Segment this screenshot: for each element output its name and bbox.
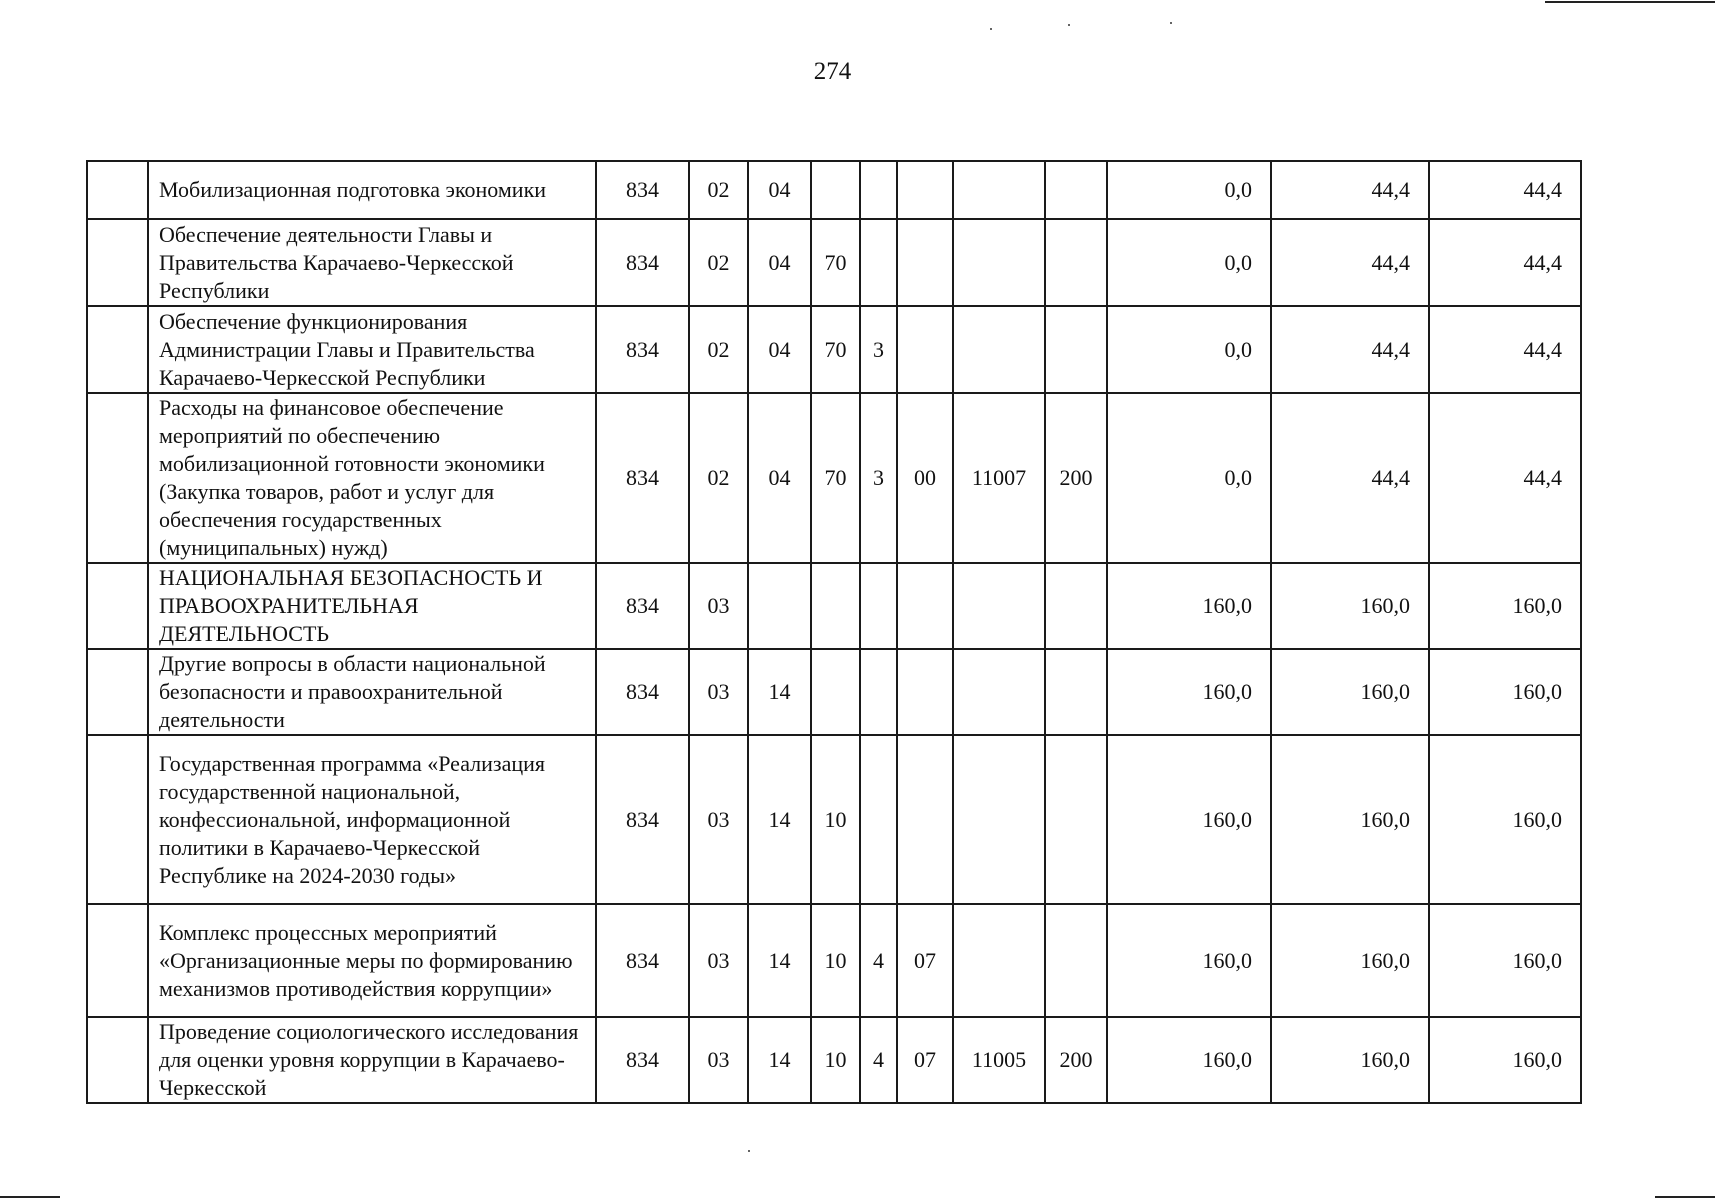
table-body [87,161,1581,1103]
amount-year-1-cell: 0,0 [1107,393,1271,563]
item-name-cell: Комплекс процессных мероприятий «Организационные меры по формированию механизмов противодействия коррупции» [148,904,596,1017]
table-row [87,735,1581,904]
row-marker-cell [87,649,148,735]
amount-year-3-cell: 160,0 [1429,735,1581,904]
section-code-cell: 03 [689,904,748,1017]
amount-year-1-cell: 0,0 [1107,161,1271,219]
target-article-program-cell: 10 [811,1017,860,1103]
amount-year-3-cell: 160,0 [1429,904,1581,1017]
target-article-direction-cell [953,563,1045,649]
target-article-complex-cell [897,649,953,735]
table-row [87,1017,1581,1103]
item-name-cell: Другие вопросы в области национальной безопасности и правоохранительной деятельности [148,649,596,735]
subsection-code-cell: 04 [748,306,811,393]
scan-speck [748,1150,750,1152]
expense-type-cell [1045,904,1107,1017]
target-article-direction-cell [953,219,1045,306]
amount-year-2-cell: 44,4 [1271,306,1429,393]
amount-year-3-cell: 160,0 [1429,649,1581,735]
subsection-code-cell: 14 [748,649,811,735]
target-article-direction-cell [953,904,1045,1017]
target-article-complex-cell [897,219,953,306]
item-name-cell: НАЦИОНАЛЬНАЯ БЕЗОПАСНОСТЬ И ПРАВООХРАНИТЕЛЬНАЯ ДЕЯТЕЛЬНОСТЬ [148,563,596,649]
section-code-cell: 02 [689,219,748,306]
amount-year-2-cell: 44,4 [1271,219,1429,306]
expense-type-cell [1045,735,1107,904]
subsection-code-cell: 04 [748,161,811,219]
table-row [87,649,1581,735]
row-marker-cell [87,1017,148,1103]
table-row [87,563,1581,649]
gr-code-cell: 834 [596,393,689,563]
amount-year-1-cell: 160,0 [1107,735,1271,904]
scan-edge-mark-bottom-left [0,1196,60,1198]
scan-speck [990,28,992,30]
target-article-program-cell: 10 [811,735,860,904]
gr-code-cell: 834 [596,219,689,306]
row-marker-cell [87,219,148,306]
amount-year-3-cell: 160,0 [1429,563,1581,649]
row-marker-cell [87,306,148,393]
target-article-type-cell: 4 [860,1017,897,1103]
row-marker-cell [87,563,148,649]
row-marker-cell [87,735,148,904]
target-article-program-cell: 10 [811,904,860,1017]
subsection-code-cell: 14 [748,1017,811,1103]
target-article-complex-cell: 00 [897,393,953,563]
target-article-type-cell [860,219,897,306]
gr-code-cell: 834 [596,904,689,1017]
amount-year-2-cell: 160,0 [1271,735,1429,904]
amount-year-1-cell: 160,0 [1107,649,1271,735]
amount-year-1-cell: 0,0 [1107,306,1271,393]
section-code-cell: 02 [689,161,748,219]
gr-code-cell: 834 [596,306,689,393]
target-article-program-cell [811,161,860,219]
amount-year-1-cell: 160,0 [1107,904,1271,1017]
expense-type-cell: 200 [1045,1017,1107,1103]
target-article-program-cell: 70 [811,219,860,306]
amount-year-1-cell: 0,0 [1107,219,1271,306]
subsection-code-cell: 14 [748,904,811,1017]
gr-code-cell: 834 [596,1017,689,1103]
table-row [87,904,1581,1017]
item-name-cell: Мобилизационная подготовка экономики [148,161,596,219]
amount-year-2-cell: 160,0 [1271,649,1429,735]
item-name-cell: Обеспечение функционирования Администрации Главы и Правительства Карачаево-Черкесской Республики [148,306,596,393]
target-article-type-cell [860,161,897,219]
amount-year-1-cell: 160,0 [1107,1017,1271,1103]
section-code-cell: 03 [689,1017,748,1103]
amount-year-3-cell: 44,4 [1429,161,1581,219]
subsection-code-cell [748,563,811,649]
target-article-type-cell: 3 [860,393,897,563]
gr-code-cell: 834 [596,161,689,219]
section-code-cell: 02 [689,393,748,563]
target-article-direction-cell: 11005 [953,1017,1045,1103]
subsection-code-cell: 04 [748,393,811,563]
scan-speck [1068,24,1070,26]
item-name-cell: Расходы на финансовое обеспечение мероприятий по обеспечению мобилизационной готовности экономики (Закупка товаров, работ и услуг для обеспечения государственных (муниципальных) нужд) [148,393,596,563]
item-name-cell: Проведение социологического исследования для оценки уровня коррупции в Карачаево-Черкесской [148,1017,596,1103]
expense-type-cell [1045,219,1107,306]
target-article-complex-cell: 07 [897,904,953,1017]
scan-edge-mark-top-right [1545,1,1715,3]
target-article-direction-cell [953,161,1045,219]
table-row [87,306,1581,393]
amount-year-3-cell: 44,4 [1429,393,1581,563]
expense-type-cell [1045,161,1107,219]
target-article-type-cell: 3 [860,306,897,393]
expense-type-cell [1045,306,1107,393]
target-article-type-cell [860,563,897,649]
table-row [87,161,1581,219]
target-article-complex-cell [897,735,953,904]
gr-code-cell: 834 [596,563,689,649]
page-number: 274 [813,58,852,85]
target-article-direction-cell [953,649,1045,735]
row-marker-cell [87,393,148,563]
amount-year-2-cell: 160,0 [1271,904,1429,1017]
target-article-type-cell: 4 [860,904,897,1017]
section-code-cell: 03 [689,735,748,904]
target-article-complex-cell: 07 [897,1017,953,1103]
gr-code-cell: 834 [596,649,689,735]
target-article-complex-cell [897,563,953,649]
scan-speck [1170,22,1172,24]
row-marker-cell [87,161,148,219]
target-article-type-cell [860,735,897,904]
target-article-complex-cell [897,161,953,219]
amount-year-3-cell: 44,4 [1429,306,1581,393]
section-code-cell: 02 [689,306,748,393]
expense-type-cell: 200 [1045,393,1107,563]
amount-year-2-cell: 44,4 [1271,393,1429,563]
table-row [87,219,1581,306]
subsection-code-cell: 14 [748,735,811,904]
subsection-code-cell: 04 [748,219,811,306]
target-article-direction-cell: 11007 [953,393,1045,563]
amount-year-2-cell: 44,4 [1271,161,1429,219]
target-article-program-cell [811,563,860,649]
section-code-cell: 03 [689,649,748,735]
target-article-type-cell [860,649,897,735]
budget-table [86,160,1582,1104]
amount-year-1-cell: 160,0 [1107,563,1271,649]
target-article-program-cell [811,649,860,735]
amount-year-2-cell: 160,0 [1271,563,1429,649]
item-name-cell: Государственная программа «Реализация государственной национальной, конфессиональной, информационной политики в Карачаево-Черкесской Республике на 2024-2030 годы» [148,735,596,904]
item-name-cell: Обеспечение деятельности Главы и Правительства Карачаево-Черкесской Республики [148,219,596,306]
target-article-program-cell: 70 [811,306,860,393]
target-article-direction-cell [953,306,1045,393]
target-article-program-cell: 70 [811,393,860,563]
table-row [87,393,1581,563]
budget-table-container [86,160,1582,1104]
scan-edge-mark-bottom-right [1655,1196,1715,1198]
amount-year-3-cell: 160,0 [1429,1017,1581,1103]
amount-year-2-cell: 160,0 [1271,1017,1429,1103]
target-article-complex-cell [897,306,953,393]
section-code-cell: 03 [689,563,748,649]
gr-code-cell: 834 [596,735,689,904]
expense-type-cell [1045,649,1107,735]
row-marker-cell [87,904,148,1017]
target-article-direction-cell [953,735,1045,904]
amount-year-3-cell: 44,4 [1429,219,1581,306]
expense-type-cell [1045,563,1107,649]
